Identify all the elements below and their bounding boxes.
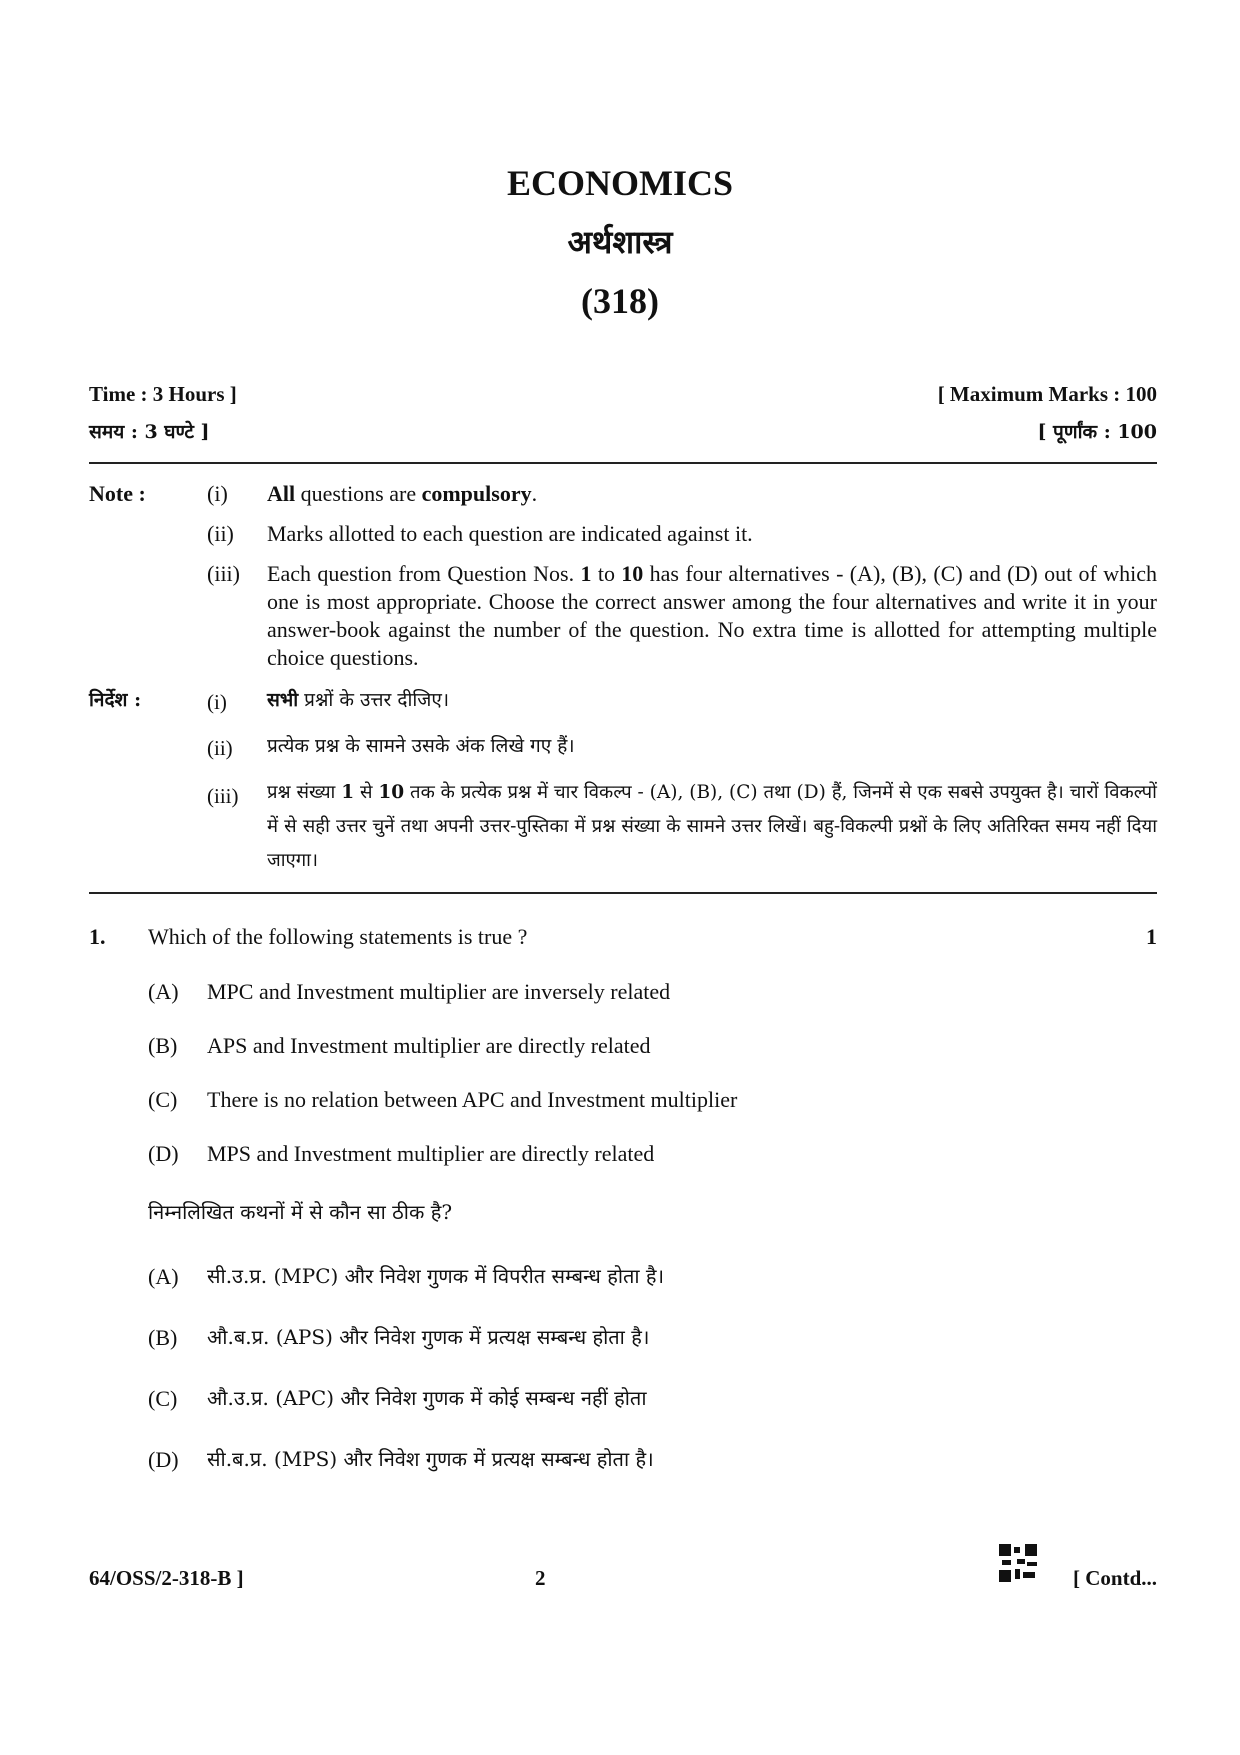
note-item-hi: प्रत्येक प्रश्न के सामने उसके अंक लिखे गए हैं। — [267, 735, 575, 757]
max-marks-en: [ Maximum Marks : 100 — [937, 382, 1157, 406]
option-label: (D) — [148, 1447, 179, 1472]
option-text-en: MPS and Investment multiplier are directly related — [207, 1141, 655, 1166]
option-text-hi: सी.ब.प्र. (MPS) और निवेश गुणक में प्रत्यक्ष सम्बन्ध होता है। — [207, 1447, 654, 1471]
qr-code-icon — [999, 1544, 1037, 1582]
note-item-en: Each question from Question Nos. 1 to 10 has four alternatives - (A), (B), (C) and (D) out of which one is most appropriate. Choose the correct answer among the four alternatives and write it in your answer-book against the number of the question. No extra time is allotted for attempting multiple choice questions. — [267, 561, 1157, 670]
question-text-en: Which of the following statements is true ? — [148, 924, 528, 949]
paper-code: 64/OSS/2-318-B ] — [89, 1566, 244, 1590]
question-marks: 1 — [1146, 924, 1157, 949]
option-label: (C) — [148, 1386, 178, 1411]
note-label-en: Note : — [89, 481, 146, 506]
notes-rule — [89, 892, 1157, 894]
contd-label: [ Contd... — [1072, 1566, 1157, 1590]
note-item-num: (i) — [207, 481, 228, 506]
option-text-en: There is no relation between APC and Investment multiplier — [207, 1087, 738, 1112]
note-item-num: (iii) — [207, 784, 239, 808]
question-text-hi: निम्नलिखित कथनों में से कौन सा ठीक है? — [148, 1200, 453, 1224]
note-item-hi: प्रश्न संख्या 1 से 10 तक के प्रत्येक प्रश्न में चार विकल्प - (A), (B), (C) तथा (D) हैं, जिनमें से एक सबसे उपयुक्त है। चारों विकल्पों में से सही उत्तर चुनें तथा अपनी उत्तर-पुस्तिका में प्रश्न संख्या के सामने उत्तर लिखें। बहु-विकल्पी प्रश्नों के लिए अतिरिक्त समय नहीं दिया जाएगा। — [267, 782, 1157, 871]
option-text-hi: सी.उ.प्र. (MPC) और निवेश गुणक में विपरीत सम्बन्ध होता है। — [207, 1264, 665, 1288]
option-text-en: APS and Investment multiplier are directly related — [207, 1033, 651, 1058]
note-item-num: (ii) — [207, 736, 233, 760]
page-title: ECONOMICS — [506, 163, 734, 203]
page-number: 2 — [535, 1566, 546, 1590]
max-marks-hi: [ पूर्णांक : 100 — [1037, 421, 1157, 443]
note-item-en: Marks allotted to each question are indicated against it. — [267, 521, 753, 546]
note-item-en: All questions are compulsory. — [267, 481, 538, 506]
option-text-en: MPC and Investment multiplier are inversely related — [207, 979, 671, 1004]
time-label-hi: समय : 3 घण्टे ] — [89, 421, 210, 443]
note-item-num: (i) — [207, 690, 227, 714]
note-item-hi: सभी प्रश्नों के उत्तर दीजिए। — [267, 689, 450, 711]
page-title-hindi: अर्थशास्त्र — [567, 223, 673, 261]
header-rule — [89, 462, 1157, 464]
subject-code: (318) — [581, 281, 659, 321]
option-label: (A) — [148, 1264, 179, 1289]
option-text-hi: औ.उ.प्र. (APC) और निवेश गुणक में कोई सम्बन्ध नहीं होता — [207, 1386, 647, 1410]
option-text-hi: औ.ब.प्र. (APS) और निवेश गुणक में प्रत्यक्ष सम्बन्ध होता है। — [207, 1325, 650, 1349]
note-label-hi: निर्देश : — [89, 689, 142, 711]
note-item-num: (ii) — [207, 521, 234, 546]
option-label: (D) — [148, 1141, 179, 1166]
question-number: 1. — [89, 924, 106, 949]
option-label: (C) — [148, 1087, 178, 1112]
time-label-en: Time : 3 Hours ] — [89, 382, 237, 406]
option-label: (B) — [148, 1033, 178, 1058]
option-label: (A) — [148, 979, 179, 1004]
note-item-num: (iii) — [207, 561, 240, 586]
option-label: (B) — [148, 1325, 178, 1350]
